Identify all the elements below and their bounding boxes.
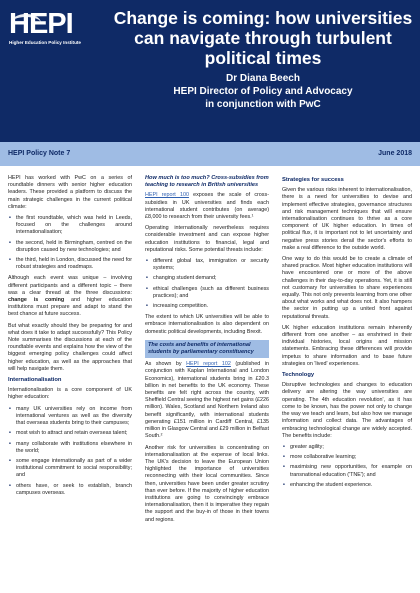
column-2 [145, 175, 269, 528]
box-heading-cross-subsidies: How much is too much? Cross-subsidies from teaching to research in British universities [145, 175, 269, 189]
list-item: • many collaborate with institutions elsewhere in the world; [8, 441, 132, 455]
publication-date: June 2018 [378, 150, 412, 157]
differences-paragraph: UK higher education institutions remain inherently different from one another – as enshrined in their individual histories, local origins and mission statements. Embracing these differences will provide impetus to share information and to base future strategies on 'lived' experiences. [282, 324, 412, 367]
intro-paragraph: HEPI has worked with PwC on a series of roundtable dinners with senior higher education leaders. These provided a platform to discuss the main strategic challenges in the current political climate: [8, 175, 132, 210]
box-heading-costs-benefits: The costs and benefits of international students by parliamentary constituency [145, 340, 269, 358]
benefits-list [282, 444, 412, 489]
list-item: • ethical challenges (such as different business practices); and [145, 286, 269, 300]
list-item: • the first roundtable, which was held in Leeds, focused on the challenges around internationalisation; [8, 215, 132, 237]
list-item: • the second, held in Birmingham, centred on the disruption caused by new technologies; and [8, 240, 132, 254]
hepi-logo [9, 9, 95, 46]
series-label: HEPI Policy Note 7 [8, 150, 71, 157]
list-item: • the third, held in London, discussed the need for robust strategies and roadmaps. [8, 257, 132, 271]
risks-paragraph: Operating internationally nevertheless requires considerable investment and can expose higher education institutions to financial, legal and reputational risks. Some potential threats include: [145, 225, 269, 253]
change-paragraph [8, 275, 132, 318]
change-emphasis: change is coming [8, 297, 65, 304]
author-block [112, 72, 414, 111]
column-3 [282, 175, 412, 493]
list-item: • maximising new opportunities, for example on transnational education ('TNE'); and [282, 464, 412, 478]
logo-subtitle: Higher Education Policy Institute [9, 40, 81, 45]
section-heading-internationalisation: Internationalisation [8, 377, 62, 384]
text-run: and higher education institutions must prepare and adapt to stand the best chance at future success. [8, 297, 133, 318]
intl-paragraph: Internationalisation is a core component of UK higher education: [8, 387, 132, 401]
roundtable-list [8, 215, 132, 271]
report-100-paragraph [145, 192, 269, 221]
list-item: • increasing competition. [145, 303, 269, 310]
threats-list [145, 258, 269, 310]
shared-practice-paragraph: One way to do this would be to create a climate of shared practice. Most higher education institutions will have encountered one or more of the above challenges in their day-to-day operations. Yet, it is still not customary for universities to share experiences equally. This not only prevents learning from one other about what works and what does not. It also hampers the sector in putting up a united front against reputational threats. [282, 256, 412, 320]
author-partner: in conjunction with PwC [205, 99, 321, 110]
technology-paragraph: Disruptive technologies and changes to education delivery are altering the way universities are operating. The 4th education revolution', as it has come to be known, has the power not only to change the way we teach and learn, but also how we manage information and collect data. The advantages of embracing technological change are widely accepted. The benefits include: [282, 382, 412, 439]
list-item: • enhancing the student experience. [282, 482, 412, 489]
list-item: • some engage internationally as part of a wider institutional commitment to social responsibility; and [8, 458, 132, 480]
list-item: • many UK universities rely on income from international ventures as well as the diversity that overseas students bring to their campuses; [8, 406, 132, 428]
report-102-paragraph [145, 361, 269, 440]
section-heading-strategies: Strategies for success [282, 177, 344, 183]
list-item: • most wish to attract and retain overseas talent; [8, 430, 132, 437]
policy-note-bar [0, 142, 420, 166]
strategies-paragraph: Given the various risks inherent to internationalisation, there is a need for universities to devise and implement effective strategies, governance structures and risk management techniques that will ensure internationalisation continues to thrive as a core component of UK higher education. In times of political flux, it is important not to let uncertainty and negative press stories derail the sector's efforts to make a real difference to the outside world. [282, 187, 412, 251]
hepi-report-100-link[interactable]: HEPI report 100 [145, 192, 189, 199]
summary-paragraph: But what exactly should they be preparing for and what does it take to adapt successfully? This Policy Note summarises the discussions at each of the roundtable events and explains how the view of the biggest emerging policy challenges could affect higher education, as well as the approaches that will help navigate them. [8, 322, 132, 372]
brexit-paragraph: The extent to which UK universities will be able to embrace internationalisation is also dependent on domestic political developments, including Brexit. [145, 314, 269, 335]
author-role: HEPI Director of Policy and Advocacy [173, 86, 353, 97]
logo-swoosh-icon [11, 14, 41, 32]
author-name: Dr Diana Beech [226, 73, 300, 84]
hepi-logo-mark [9, 9, 73, 39]
local-links-paragraph: Another risk for universities is concentrating on internationalisation at the expense of local links. The UK's decision to leave the European Union highlighted the importance of universities reconnecting with their local communities. Since then, universities have been under greater scrutiny than ever before. If the majority of higher education institutions are going to convincingly embrace internationalisation, then it is imperative they regain the support and the buy-in of those in their towns and regions. [145, 444, 269, 523]
list-item: • others have, or seek to establish, branch campuses overseas. [8, 483, 132, 497]
text-run: (published in conjunction with Kaplan International and London Economics), international students bring in £20.3 billion in net benefits to the UK economy. These benefits are felt right across the country, with Sheffield Central seeing the highest net gains (£226 million). Wales, Scotland and Northern Ireland also benefit significantly, with international students generating £151 million in Cardiff Central, £135 million in Glasgow Central and £29 million in Belfast South.² [145, 361, 269, 440]
hepi-report-102-link[interactable]: HEPI report 102 [186, 361, 231, 368]
logo-text: HEPI [9, 8, 73, 40]
text-run: Although each event was unique – involving different participants and a different topic – there was a clear thread at the three discussions: [8, 275, 132, 296]
text-run: As shown by [145, 361, 187, 368]
report-header [0, 0, 420, 142]
column-1 [8, 175, 132, 501]
intl-list [8, 406, 132, 497]
section-heading-technology: Technology [282, 372, 315, 379]
text-run: exposes the scale of cross-subsidies in UK universities and finds each international student contributes (on average) £8,000 to research from their university fees.¹ [145, 192, 269, 221]
list-item: • different global tax, immigration or security systems; [145, 258, 269, 272]
list-item: • greater agility; [282, 444, 412, 451]
list-item: • changing student demand; [145, 275, 269, 282]
list-item: • more collaborative learning; [282, 454, 412, 461]
page-title: Change is coming: how universities can navigate through turbulent political times [113, 8, 413, 68]
